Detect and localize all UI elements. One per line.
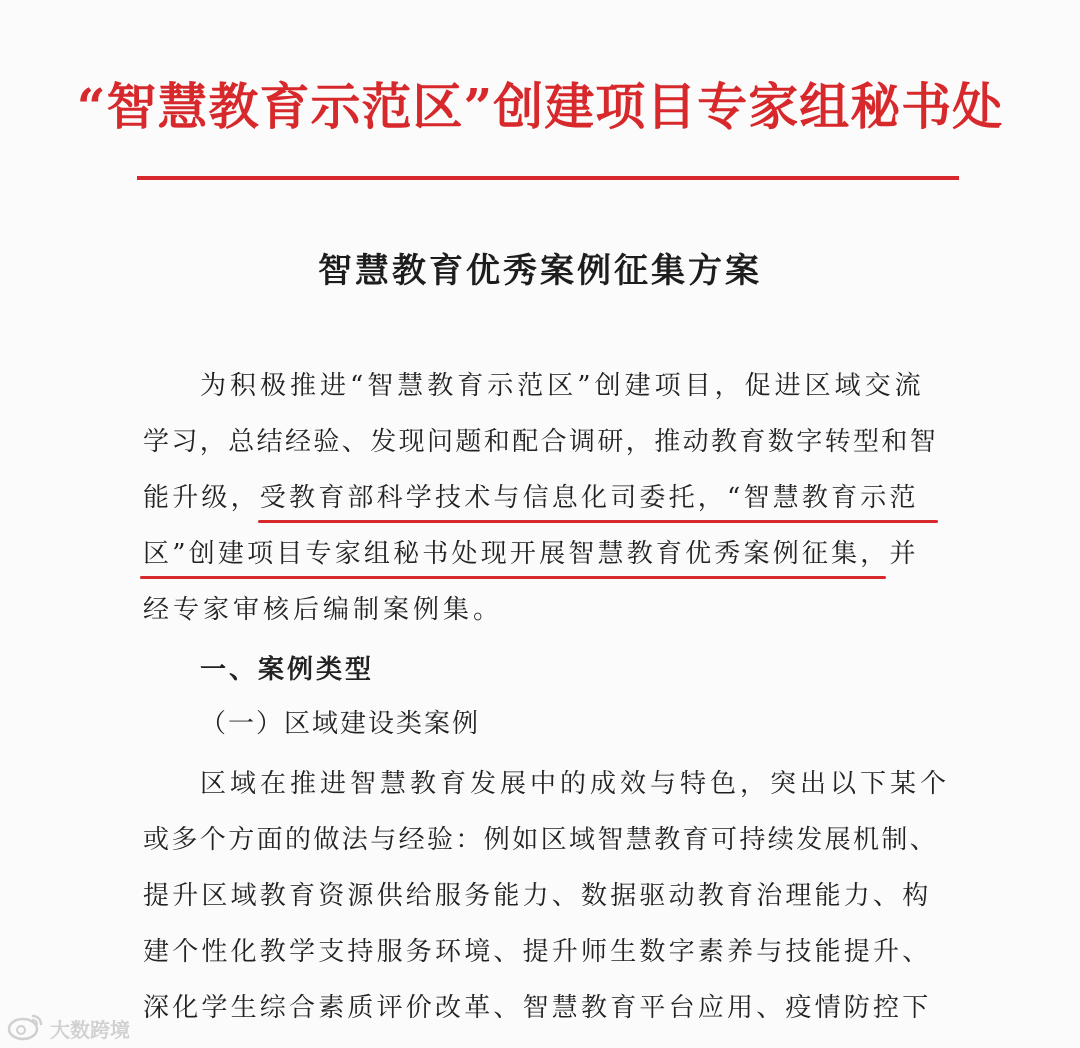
paragraph-1-line-1: 为积极推进“智慧教育示范区”创建项目，促进区域交流 — [200, 371, 925, 401]
document-title: 智慧教育优秀案例征集方案 — [318, 251, 762, 291]
highlight-underline-1 — [258, 520, 938, 523]
section-1-heading: 一、案例类型 — [200, 655, 375, 685]
paragraph-2-line-2: 或多个方面的做法与经验：例如区域智慧教育可持续发展机制、 — [143, 825, 939, 855]
highlight-underline-2 — [140, 576, 886, 579]
paragraph-2-line-3: 提升区域教育资源供给服务能力、数据驱动教育治理能力、构 — [143, 881, 932, 911]
letterhead-divider — [137, 176, 959, 180]
watermark-text: 大数跨境 — [50, 1017, 130, 1042]
letterhead-title: “智慧教育示范区”创建项目专家组秘书处 — [76, 77, 1004, 136]
paragraph-1-line-3: 能升级，受教育部科学技术与信息化司委托，“智慧教育示范 — [143, 483, 919, 513]
paragraph-1-line-4: 区”创建项目专家组秘书处现开展智慧教育优秀案例征集，并 — [143, 539, 919, 569]
weibo-icon — [6, 1010, 46, 1047]
paragraph-1-line-2: 学习，总结经验、发现问题和配合调研，推动教育数字转型和智 — [143, 427, 939, 457]
subsection-1-heading: （一）区域建设类案例 — [200, 709, 481, 739]
paragraph-2-line-1: 区域在推进智慧教育发展中的成效与特色，突出以下某个 — [200, 769, 951, 799]
paragraph-1-line-5: 经专家审核后编制案例集。 — [143, 595, 504, 625]
watermark — [6, 1008, 130, 1048]
paragraph-2-line-4: 建个性化教学支持服务环境、提升师生数字素养与技能提升、 — [143, 937, 932, 967]
paragraph-2-line-5: 深化学生综合素质评价改革、智慧教育平台应用、疫情防控下 — [143, 993, 932, 1023]
